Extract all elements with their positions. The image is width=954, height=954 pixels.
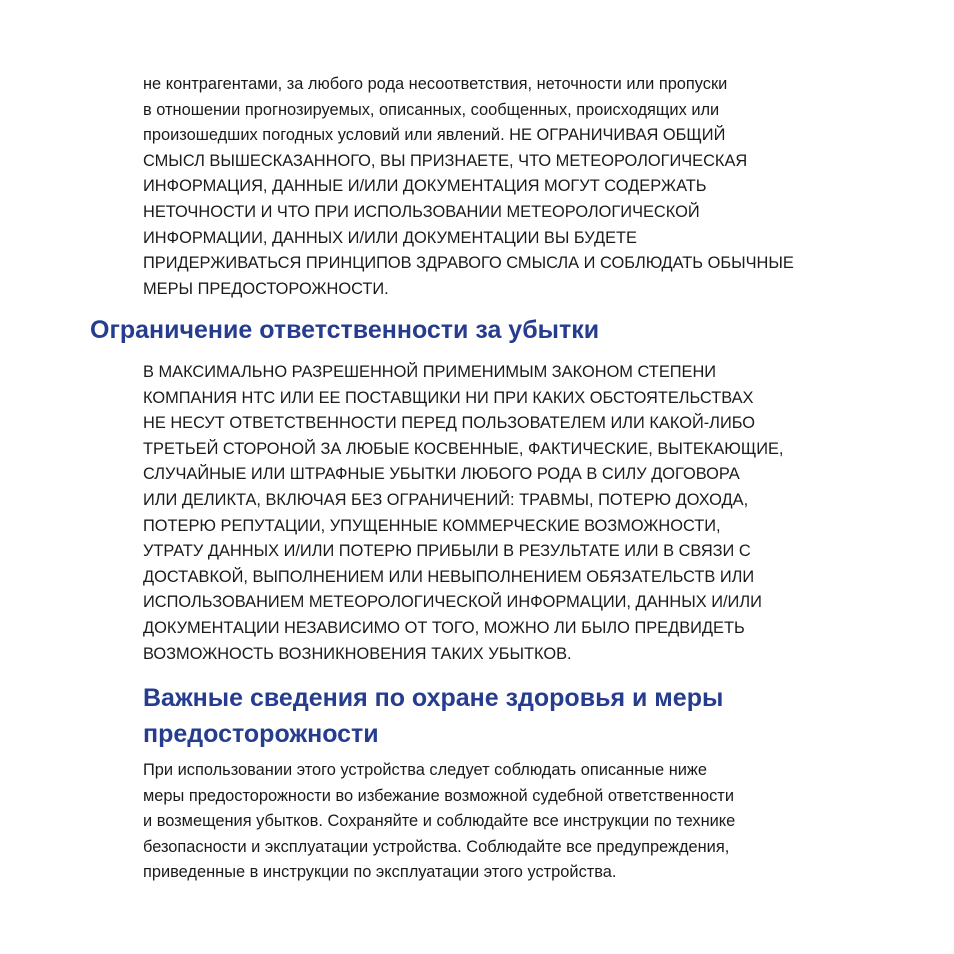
paragraph-line: не контрагентами, за любого рода несоответствия, неточности или пропуски — [143, 75, 728, 93]
paragraph-line: ПРИДЕРЖИВАТЬСЯ ПРИНЦИПОВ ЗДРАВОГО СМЫСЛА И СОБЛЮДАТЬ ОБЫЧНЫЕ — [143, 254, 794, 273]
intro-paragraph — [143, 72, 878, 302]
paragraph-line: ИСПОЛЬЗОВАНИЕМ МЕТЕОРОЛОГИЧЕСКОЙ ИНФОРМАЦИИ, ДАННЫХ И/ИЛИ — [143, 593, 762, 612]
paragraph-line: ВОЗМОЖНОСТЬ ВОЗНИКНОВЕНИЯ ТАКИХ УБЫТКОВ. — [143, 644, 572, 663]
paragraph-line: НЕТОЧНОСТИ И ЧТО ПРИ ИСПОЛЬЗОВАНИИ МЕТЕОРОЛОГИЧЕСКОЙ — [143, 202, 700, 221]
paragraph-line: меры предосторожности во избежание возможной судебной ответственности — [143, 786, 734, 805]
paragraph-line: ИНФОРМАЦИИ, ДАННЫХ И/ИЛИ ДОКУМЕНТАЦИИ ВЫ БУДЕТЕ — [143, 228, 637, 247]
heading-line: предосторожности — [143, 720, 379, 748]
paragraph-line: ИЛИ ДЕЛИКТА, ВКЛЮЧАЯ БЕЗ ОГРАНИЧЕНИЙ: ТРАВМЫ, ПОТЕРЮ ДОХОДА, — [143, 490, 749, 509]
paragraph-line: КОМПАНИЯ HTC ИЛИ ЕЕ ПОСТАВЩИКИ НИ ПРИ КАКИХ ОБСТОЯТЕЛЬСТВАХ — [143, 388, 754, 407]
paragraph-line: При использовании этого устройства следует соблюдать описанные ниже — [143, 761, 708, 779]
paragraph-line: МЕРЫ ПРЕДОСТОРОЖНОСТИ. — [143, 279, 389, 298]
paragraph-line: и возмещения убытков. Сохраняйте и соблюдайте все инструкции по технике — [143, 812, 736, 831]
heading-line: Важные сведения по охране здоровья и меры — [143, 684, 724, 712]
heading-line: Ограничение ответственности за убытки — [90, 316, 600, 344]
paragraph-line: произошедших погодных условий или явлений. НЕ ОГРАНИЧИВАЯ ОБЩИЙ — [143, 126, 726, 145]
paragraph-line: НЕ НЕСУТ ОТВЕТСТВЕННОСТИ ПЕРЕД ПОЛЬЗОВАТЕЛЕМ ИЛИ КАКОЙ-ЛИБО — [143, 414, 756, 433]
paragraph-line: ДОСТАВКОЙ, ВЫПОЛНЕНИЕМ ИЛИ НЕВЫПОЛНЕНИЕМ ОБЯЗАТЕЛЬСТВ ИЛИ — [143, 567, 755, 586]
paragraph-line: В МАКСИМАЛЬНО РАЗРЕШЕННОЙ ПРИМЕНИМЫМ ЗАКОНОМ СТЕПЕНИ — [143, 363, 717, 381]
paragraph-line: ДОКУМЕНТАЦИИ НЕЗАВИСИМО ОТ ТОГО, МОЖНО ЛИ БЫЛО ПРЕДВИДЕТЬ — [143, 618, 745, 637]
paragraph-line: безопасности и эксплуатации устройства. Соблюдайте все предупреждения, — [143, 837, 730, 856]
paragraph-line: ПОТЕРЮ РЕПУТАЦИИ, УПУЩЕННЫЕ КОММЕРЧЕСКИЕ ВОЗМОЖНОСТИ, — [143, 516, 721, 535]
paragraph-line: приведенные в инструкции по эксплуатации этого устройства. — [143, 863, 617, 882]
safety-paragraph — [143, 758, 878, 886]
paragraph-line: УТРАТУ ДАННЫХ И/ИЛИ ПОТЕРЮ ПРИБЫЛИ В РЕЗУЛЬТАТЕ ИЛИ В СВЯЗИ С — [143, 542, 751, 561]
paragraph-line: в отношении прогнозируемых, описанных, сообщенных, происходящих или — [143, 100, 720, 119]
paragraph-line: ТРЕТЬЕЙ СТОРОНОЙ ЗА ЛЮБЫЕ КОСВЕННЫЕ, ФАКТИЧЕСКИЕ, ВЫТЕКАЮЩИЕ, — [143, 439, 784, 458]
paragraph-line: ИНФОРМАЦИЯ, ДАННЫЕ И/ИЛИ ДОКУМЕНТАЦИЯ МОГУТ СОДЕРЖАТЬ — [143, 177, 707, 196]
liability-paragraph — [143, 360, 878, 667]
paragraph-line: СМЫСЛ ВЫШЕСКАЗАННОГО, ВЫ ПРИЗНАЕТЕ, ЧТО МЕТЕОРОЛОГИЧЕСКАЯ — [143, 151, 748, 170]
paragraph-line: СЛУЧАЙНЫЕ ИЛИ ШТРАФНЫЕ УБЫТКИ ЛЮБОГО РОДА В СИЛУ ДОГОВОРА — [143, 465, 740, 484]
safety-heading — [143, 680, 723, 752]
liability-heading — [90, 313, 599, 348]
